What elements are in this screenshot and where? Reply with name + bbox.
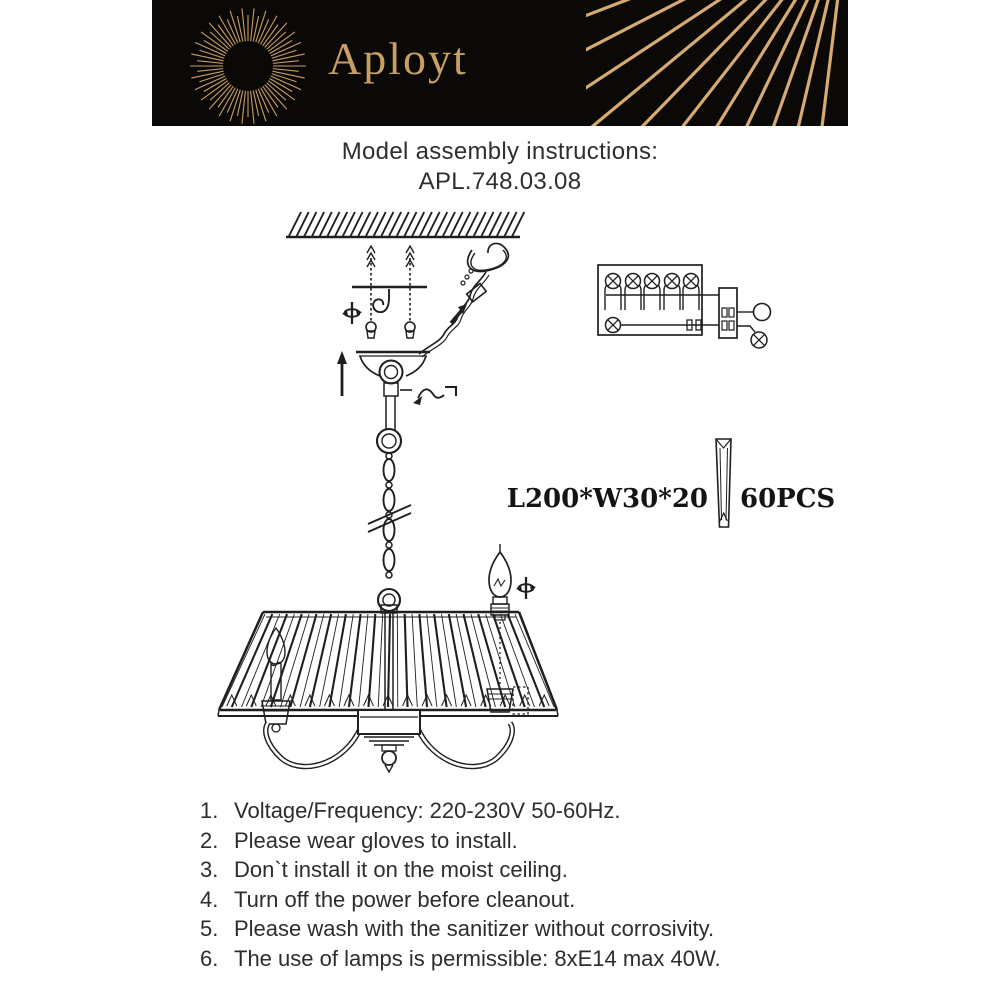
item-number: 6. (200, 945, 219, 971)
item-number: 4. (200, 886, 219, 912)
page-title: Model assembly instructions: (341, 138, 659, 165)
cord-arrow-icon (451, 304, 467, 323)
list-item (200, 885, 840, 915)
item-text: Please wash with the sanitizer without corrosivity. (234, 916, 715, 941)
finial-ball (382, 751, 396, 765)
list-item (200, 914, 840, 944)
arms-and-hub (266, 710, 512, 772)
item-text: Please wear gloves to install. (234, 827, 518, 853)
title-block (0, 137, 1000, 197)
list-item (200, 855, 840, 885)
assembly-drawing (150, 200, 850, 800)
item-text: Turn off the power before cleanout. (234, 886, 576, 912)
item-text: The use of lamps is permissible: 8xE14 max 40W. (234, 945, 721, 971)
item-number: 2. (200, 827, 219, 853)
chain-assembly (368, 429, 411, 611)
wire-clip-icon (400, 387, 456, 405)
ceiling (286, 212, 524, 237)
item-text: Don`t install it on the moist ceiling. (234, 857, 568, 882)
wiring-diagram (598, 265, 771, 348)
corner-rays-decoration (586, 0, 848, 126)
screw-rotation-icons (342, 302, 536, 599)
item-number: 3. (200, 857, 219, 882)
up-arrow-icon (337, 351, 347, 396)
switch-node (754, 304, 771, 321)
ceiling-hook (373, 289, 389, 312)
expansion-screws (366, 246, 415, 338)
item-number: 5. (200, 916, 219, 941)
canopy (356, 352, 430, 430)
list-item (200, 944, 840, 974)
list-item (200, 796, 840, 826)
model-number: APL.748.03.08 (418, 168, 582, 195)
brand-name: Aployt (328, 33, 468, 84)
crystal-pendant (716, 439, 731, 527)
item-text: Voltage/Frequency: 220-230V 50-60Hz. (234, 798, 621, 823)
sunburst-logo-icon (188, 6, 308, 126)
brand-header (152, 0, 848, 126)
power-cord (419, 243, 508, 357)
crystal-quantity-label: 60PCS (740, 484, 836, 514)
item-number: 1. (200, 798, 219, 823)
list-item (200, 826, 840, 856)
crystal-dimensions-label: L200*W30*20 (506, 484, 708, 514)
sunburst-center (225, 43, 271, 89)
instruction-list (200, 796, 840, 973)
